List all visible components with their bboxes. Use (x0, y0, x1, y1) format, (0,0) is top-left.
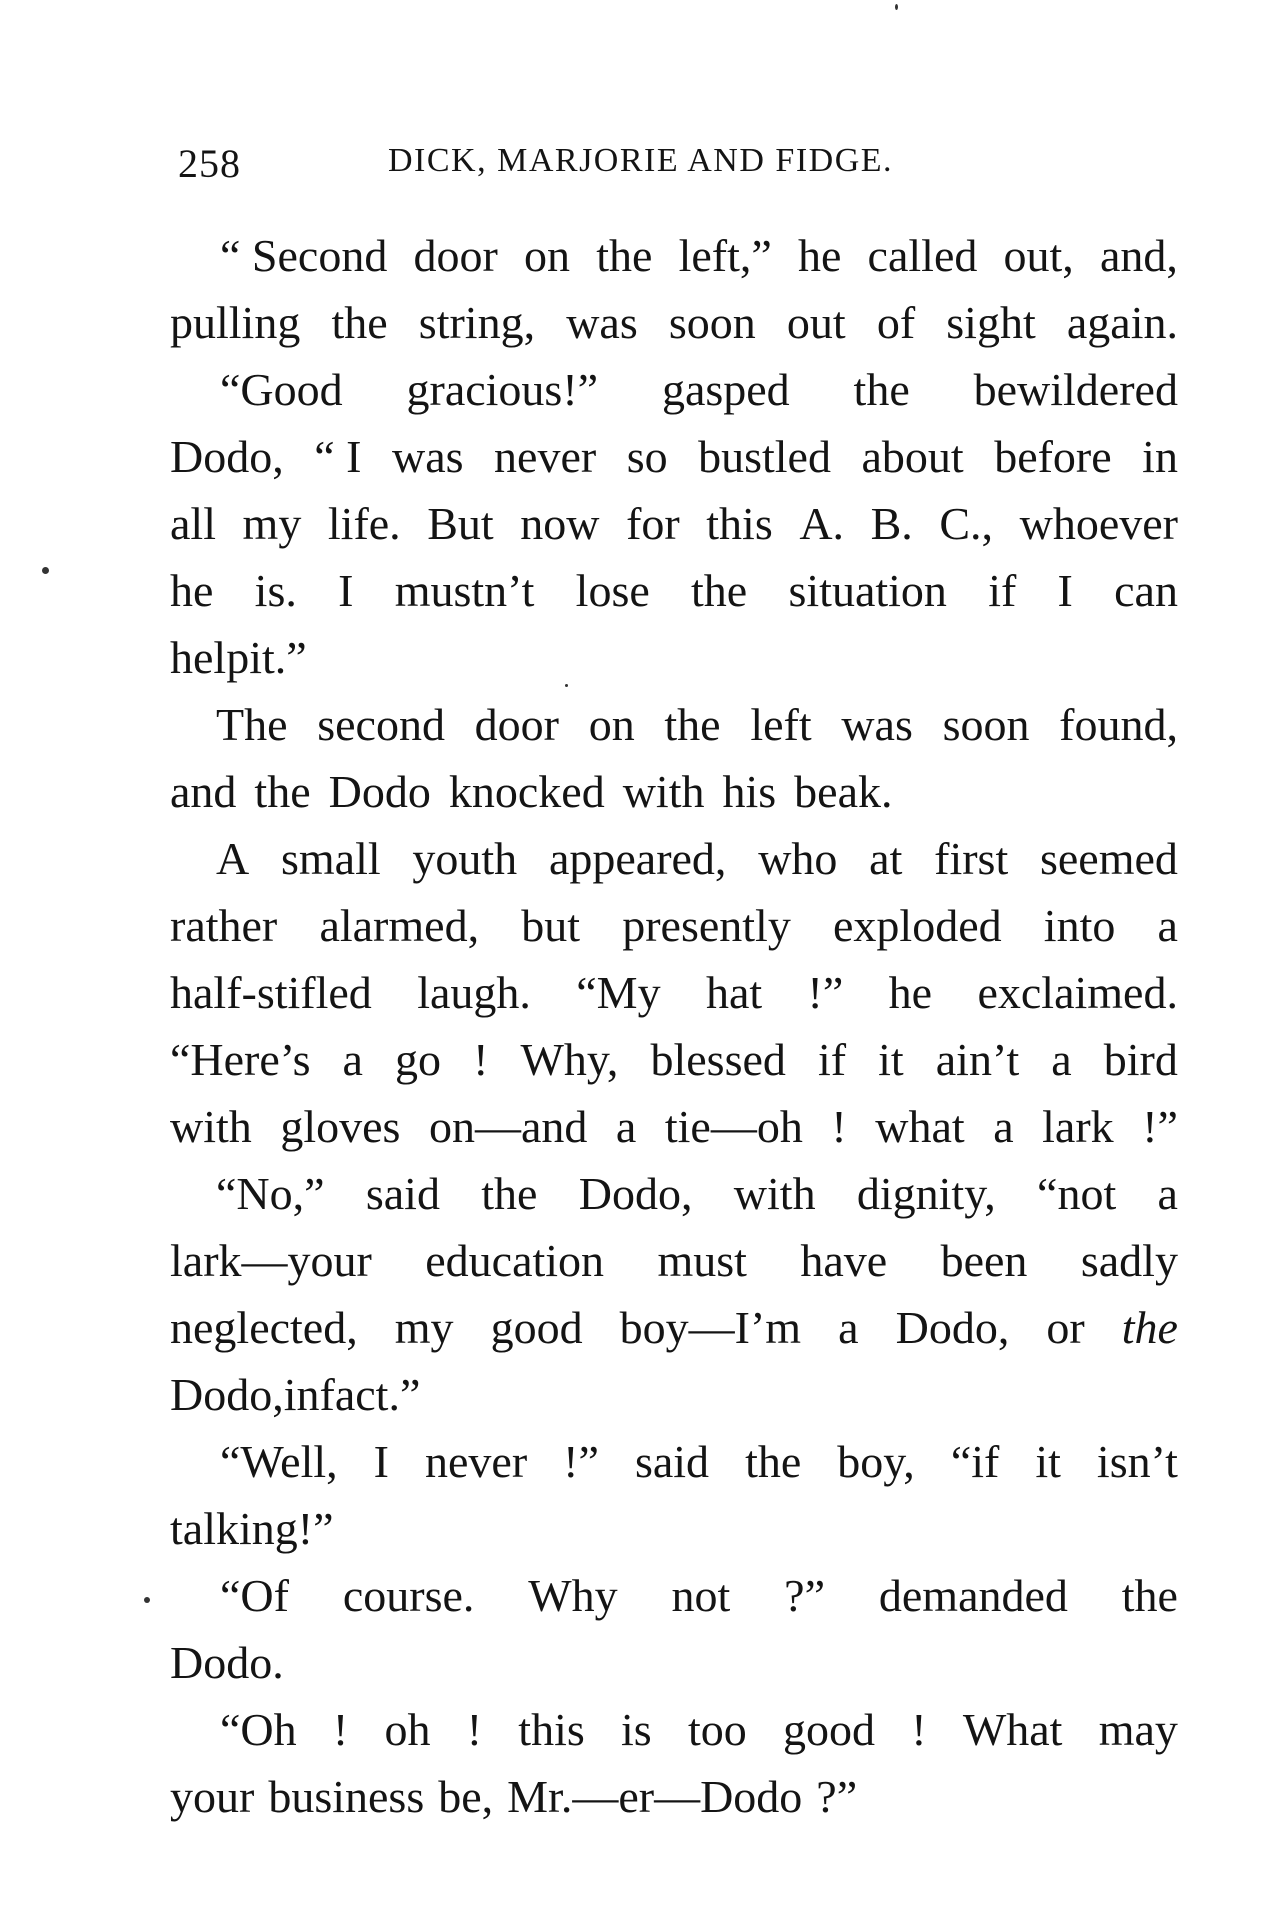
text-line (170, 1696, 1178, 1763)
text-line (170, 1495, 1178, 1562)
word: ?” (816, 1771, 858, 1822)
word: isn’t (1096, 1436, 1178, 1487)
word: it (878, 1034, 904, 1085)
word: I (338, 565, 354, 616)
word: a (1157, 1168, 1178, 1219)
word: !” (297, 1503, 334, 1554)
word: into (1043, 900, 1116, 951)
word: found, (1059, 699, 1178, 750)
word: the (1121, 1570, 1178, 1621)
word: and (170, 766, 237, 817)
word: the (1121, 1302, 1178, 1353)
word: good (782, 1704, 875, 1755)
word: Dodo, (170, 431, 284, 482)
word: the (664, 699, 721, 750)
word: is (621, 1704, 652, 1755)
text-line (170, 222, 1178, 289)
word: on—and (428, 1101, 588, 1152)
word: C., (939, 498, 994, 549)
word: left (750, 699, 812, 750)
text-line (170, 490, 1178, 557)
word: left,” (678, 230, 772, 281)
word: ?” (784, 1570, 826, 1621)
word: a (1157, 900, 1178, 951)
text-line (170, 892, 1178, 959)
word: B. (870, 498, 913, 549)
word: door (474, 699, 559, 750)
word: have (800, 1235, 888, 1286)
word: fact.” (319, 1369, 421, 1420)
word: But (427, 498, 494, 549)
word: about (861, 431, 964, 482)
word: the (331, 297, 388, 348)
word: his (722, 766, 777, 817)
word: a (342, 1034, 363, 1085)
word: bustled (698, 431, 831, 482)
word: out (786, 297, 846, 348)
text-line (170, 1361, 1178, 1428)
word: the (254, 766, 311, 817)
word: “ Second (220, 230, 388, 281)
word: lark (1042, 1101, 1114, 1152)
word: “if (950, 1436, 1000, 1487)
word: What (962, 1704, 1063, 1755)
word: demanded (878, 1570, 1068, 1621)
word: first (934, 833, 1009, 884)
word: blessed (650, 1034, 786, 1085)
word: if (817, 1034, 847, 1085)
word: ! (466, 1704, 483, 1755)
word: I (373, 1436, 389, 1487)
word: ! (332, 1704, 349, 1755)
word: second (317, 699, 445, 750)
word: rather (170, 900, 278, 951)
word: Why (528, 1570, 618, 1621)
word: a (1051, 1034, 1072, 1085)
word: gasped (661, 364, 790, 415)
word: said (365, 1168, 440, 1219)
word: dignity, (856, 1168, 996, 1219)
word: he (170, 565, 214, 616)
word: again. (1066, 297, 1178, 348)
text-line (170, 1629, 1178, 1696)
word: pulling (170, 297, 301, 348)
word: presently (622, 900, 791, 951)
word: on (588, 699, 635, 750)
text-line (170, 1763, 1178, 1830)
word: door (413, 230, 498, 281)
word: a (615, 1101, 637, 1152)
word: bewildered (973, 364, 1178, 415)
word: been (940, 1235, 1028, 1286)
page-header (168, 140, 1178, 190)
word: gloves (280, 1101, 401, 1152)
print-speck (565, 684, 568, 687)
word: Dodo (328, 766, 431, 817)
print-speck (144, 1597, 150, 1603)
word: education (425, 1235, 605, 1286)
text-line (170, 624, 1178, 691)
page-number: 258 (178, 141, 241, 186)
running-title: DICK, MARJORIE AND FIDGE. (388, 142, 894, 179)
word: it (1035, 1436, 1061, 1487)
word: who (758, 833, 838, 884)
word: if (988, 565, 1017, 616)
word: bird (1103, 1034, 1178, 1085)
word: can (1114, 565, 1178, 616)
word: course. (342, 1570, 475, 1621)
word: your (170, 1771, 255, 1822)
word: !” (1142, 1101, 1178, 1152)
word: “Of (220, 1570, 289, 1621)
word: Dodo, (170, 1369, 284, 1420)
word: The (216, 699, 288, 750)
word: my (242, 498, 302, 549)
word: boy, (837, 1436, 915, 1487)
word: at (869, 833, 903, 884)
word: must (657, 1235, 747, 1286)
word: string, (418, 297, 536, 348)
word: lose (575, 565, 650, 616)
word: knocked (448, 766, 605, 817)
word: be, (438, 1771, 494, 1822)
word: alarmed, (319, 900, 480, 951)
word: not (671, 1570, 731, 1621)
word: never (425, 1436, 528, 1487)
word: may (1098, 1704, 1178, 1755)
word: in (1142, 431, 1178, 482)
word: beak. (794, 766, 893, 817)
word: half-stifled (170, 967, 372, 1018)
word: lark—your (170, 1235, 372, 1286)
word: !” (807, 967, 844, 1018)
word: laugh. (417, 967, 531, 1018)
word: or (1046, 1302, 1085, 1353)
word: in (283, 1369, 320, 1420)
word: said (634, 1436, 710, 1487)
word: tie—oh (664, 1101, 803, 1152)
word: small (280, 833, 381, 884)
text-line (170, 289, 1178, 356)
word: was (841, 699, 913, 750)
word: this (706, 498, 773, 549)
word: for (626, 498, 680, 549)
word: Dodo. (170, 1637, 284, 1688)
word: A (216, 833, 250, 884)
word: what (875, 1101, 965, 1152)
word: a (993, 1101, 1014, 1152)
word: boy—I’m (619, 1302, 802, 1353)
word: with (733, 1168, 816, 1219)
word: seemed (1039, 833, 1178, 884)
word: it.” (249, 632, 307, 683)
word: “not (1037, 1168, 1117, 1219)
word: !” (563, 1436, 599, 1487)
word: soon (668, 297, 756, 348)
text-line (170, 1562, 1178, 1629)
word: “ I (314, 431, 362, 482)
text-line (170, 557, 1178, 624)
word: exclaimed. (977, 967, 1178, 1018)
word: go (395, 1034, 442, 1085)
word: he (888, 967, 933, 1018)
word: Dodo, (895, 1302, 1010, 1353)
word: sight (946, 297, 1036, 348)
word: whoever (1019, 498, 1178, 549)
word: good (490, 1302, 583, 1353)
word: the (481, 1168, 538, 1219)
word: gracious!” (406, 364, 599, 415)
word: “My (576, 967, 661, 1018)
text-line (170, 356, 1178, 423)
word: the (853, 364, 910, 415)
word: before (994, 431, 1112, 482)
text-line (170, 1428, 1178, 1495)
text-line (170, 1160, 1178, 1227)
word: “Oh (220, 1704, 297, 1755)
word: a (838, 1302, 859, 1353)
word: business (268, 1771, 425, 1822)
word: all (170, 498, 216, 549)
print-speck (895, 4, 898, 10)
text-line (170, 691, 1178, 758)
word: “Well, (220, 1436, 338, 1487)
text-line (170, 825, 1178, 892)
word: he (797, 230, 842, 281)
word: never (494, 431, 597, 482)
word: I (1057, 565, 1073, 616)
word: is. (254, 565, 297, 616)
word: hat (705, 967, 763, 1018)
text-line (170, 1093, 1178, 1160)
word: mustn’t (394, 565, 535, 616)
word: situation (788, 565, 947, 616)
word: Mr.—er—Dodo (507, 1771, 803, 1822)
word: “Good (220, 364, 343, 415)
word: now (520, 498, 600, 549)
word: the (691, 565, 748, 616)
text-line (170, 959, 1178, 1026)
word: help (170, 632, 250, 683)
word: of (876, 297, 916, 348)
word: the (745, 1436, 802, 1487)
print-speck (42, 567, 49, 574)
word: sadly (1080, 1235, 1178, 1286)
word: called (867, 230, 978, 281)
text-line (170, 1026, 1178, 1093)
word: the (596, 230, 653, 281)
word: but (521, 900, 581, 951)
word: “No,” (216, 1168, 325, 1219)
word: ! (473, 1034, 489, 1085)
word: life. (327, 498, 401, 549)
word: exploded (833, 900, 1002, 951)
word: neglected, (170, 1302, 358, 1353)
word: was (566, 297, 638, 348)
word: on (524, 230, 571, 281)
body-text (170, 222, 1178, 1830)
word: this (518, 1704, 585, 1755)
word: appeared, (548, 833, 727, 884)
word: oh (384, 1704, 431, 1755)
word: ! (831, 1101, 847, 1152)
word: ! (911, 1704, 927, 1755)
word: Dodo, (578, 1168, 693, 1219)
word: ain’t (935, 1034, 1020, 1085)
word: Why, (520, 1034, 619, 1085)
word: talking (170, 1503, 298, 1554)
word: “Here’s (170, 1034, 311, 1085)
word: with (622, 766, 705, 817)
word: A. (799, 498, 845, 549)
word: so (626, 431, 668, 482)
text-line (170, 758, 1178, 825)
word: was (391, 431, 464, 482)
word: my (394, 1302, 454, 1353)
text-line (170, 1227, 1178, 1294)
word: and, (1099, 230, 1178, 281)
text-line (170, 1294, 1178, 1361)
word: youth (412, 833, 518, 884)
word: out, (1003, 230, 1074, 281)
text-line (170, 423, 1178, 490)
word: with (170, 1101, 252, 1152)
word: too (687, 1704, 747, 1755)
word: soon (942, 699, 1030, 750)
